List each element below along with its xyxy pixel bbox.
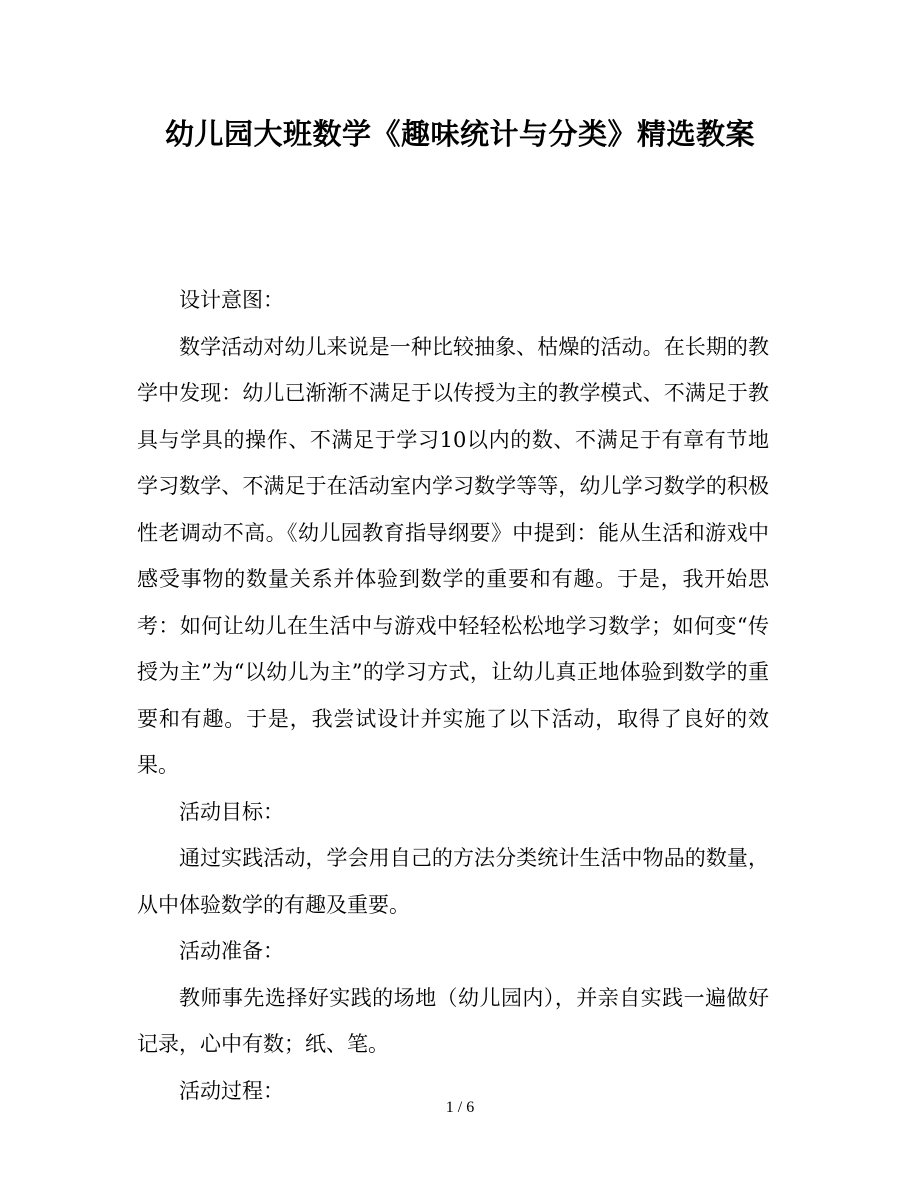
section-heading-activity-goals: 活动目标：: [179, 799, 284, 824]
section-heading-activity-process: 活动过程：: [179, 1078, 284, 1103]
section-heading-activity-preparation: 活动准备：: [179, 939, 284, 963]
document-title: 幼儿园大班数学《趣味统计与分类》精选教案: [164, 117, 755, 151]
paragraph-activity-goals: 通过实践活动，学会用自己的方法分类统计生活中物品的数量，从中体验数学的有趣及重要。: [137, 846, 769, 917]
paragraph-design-intent: 数学活动对幼儿来说是一种比较抽象、枯燥的活动。在长期的教学中发现：幼儿已渐渐不满足于以传授为主的教学模式、不满足于教具与学具的操作、不满足于学习10以内的数、不满足于有章有节地学习数学、不满足于在活动室内学习数学等等，幼儿学习数学的积极性老调动不高。《幼儿园教育指导纲要》中提到：能从生活和游戏中感受事物的数量关系并体验到数学的重要和有趣。于是，我开始思考：如何让幼儿在生活中与游戏中轻轻松松地学习数学；如何变“传授为主”为“以幼儿为主”的学习方式，让幼儿真正地体验到数学的重要和有趣。于是，我尝试设计并实施了以下活动，取得了良好的效果。: [137, 334, 769, 777]
page-number: 1 / 6: [445, 1099, 475, 1116]
document-body: [137, 277, 769, 1114]
paragraph-activity-preparation: 教师事先选择好实践的场地（幼儿园内），并亲自实践一遍做好记录，心中有数；纸、笔。: [137, 985, 769, 1056]
section-heading-design-intent: 设计意图：: [179, 288, 284, 312]
